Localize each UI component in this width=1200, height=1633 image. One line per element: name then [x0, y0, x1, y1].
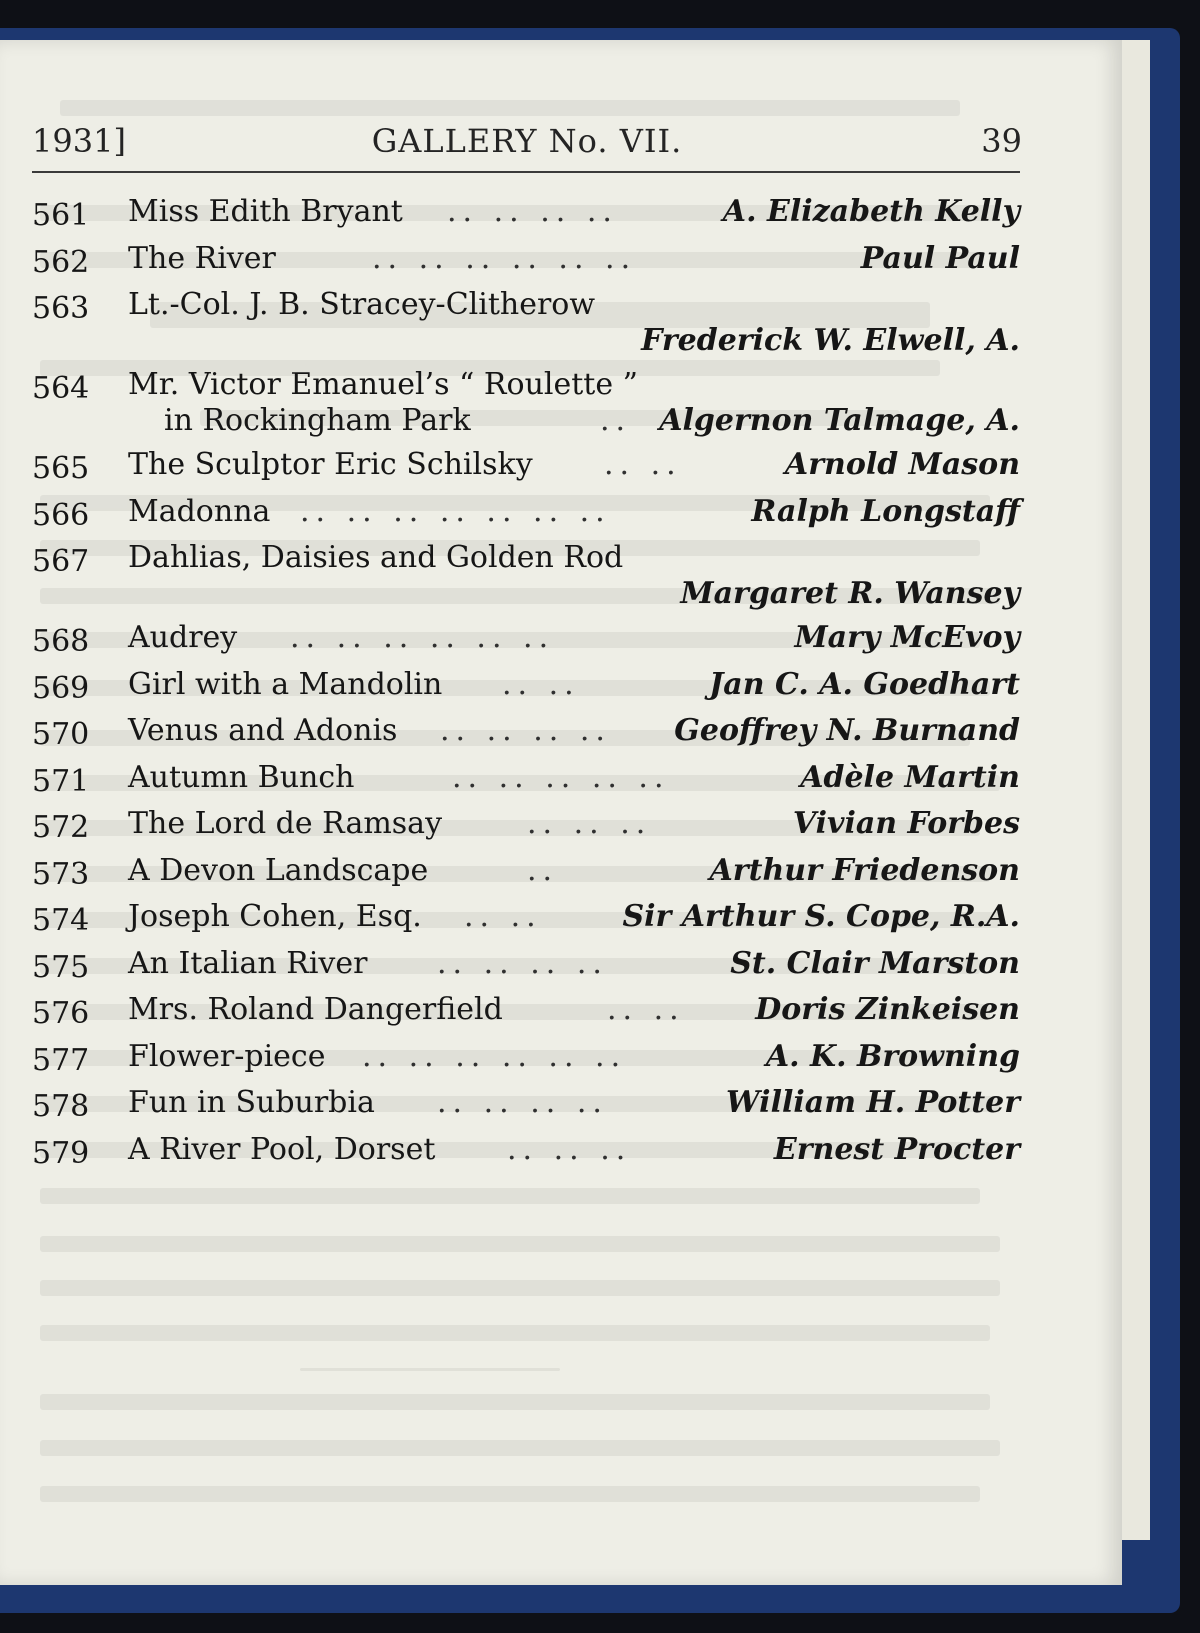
- catalogue-entry: [32, 667, 1020, 714]
- entry-title: Fun in Suburbia: [128, 1085, 375, 1120]
- catalogue-entry: [32, 713, 1020, 760]
- entry-artist: Ralph Longstaff: [751, 493, 1020, 529]
- entry-artist: Frederick W. Elwell, A.: [641, 323, 1020, 358]
- entry-artist: Adèle Martin: [800, 759, 1020, 795]
- catalogue-entry: [32, 241, 1020, 288]
- leader-dots: .. ..: [607, 992, 685, 1027]
- entry-title-line2: in Rockingham Park: [164, 403, 471, 438]
- catalogue-entry: [32, 760, 1020, 807]
- entry-number: 576: [32, 996, 90, 1031]
- entry-number: 579: [32, 1135, 90, 1171]
- entry-title: A River Pool, Dorset: [128, 1131, 436, 1167]
- leader-dots: .. .. .. ..: [440, 713, 611, 748]
- catalogue-entry: [32, 367, 1020, 441]
- catalogue-entry: [32, 1039, 1020, 1086]
- entry-number: 567: [32, 544, 90, 579]
- leader-dots: .. ..: [464, 899, 542, 934]
- catalogue-entry: [32, 287, 1020, 361]
- entry-title: Mrs. Roland Dangerfield: [128, 992, 503, 1027]
- entry-artist: Geoffrey N. Burnand: [674, 713, 1020, 748]
- entry-title: An Italian River: [128, 945, 368, 981]
- entry-number: 566: [32, 497, 90, 533]
- entry-artist: Algernon Talmage, A.: [659, 403, 1020, 438]
- entry-artist: Arnold Mason: [784, 447, 1020, 482]
- catalogue-entry: [32, 1085, 1020, 1132]
- entry-artist: A. K. Browning: [765, 1038, 1020, 1074]
- header-year: 1931]: [32, 122, 126, 160]
- leader-dots: .. ..: [502, 666, 580, 702]
- entry-artist: William H. Potter: [726, 1085, 1020, 1120]
- catalogue-entry: [32, 494, 1020, 541]
- leader-dots: .. ..: [604, 447, 682, 482]
- leader-dots: .. .. .. .. ..: [452, 759, 670, 795]
- entry-artist: Mary McEvoy: [794, 620, 1020, 655]
- entry-title: Madonna: [128, 493, 271, 529]
- entry-title: Joseph Cohen, Esq.: [128, 899, 422, 934]
- leader-dots: .. .. .. ..: [447, 194, 618, 229]
- catalogue-entry: [32, 946, 1020, 993]
- entry-title: The Lord de Ramsay: [128, 806, 443, 841]
- leader-dots: ..: [527, 852, 559, 888]
- entry-number: 564: [32, 371, 90, 406]
- entry-artist: St. Clair Marston: [730, 945, 1020, 981]
- entry-title: The River: [128, 240, 276, 276]
- entry-number: 562: [32, 244, 90, 280]
- entry-number: 571: [32, 763, 90, 799]
- leader-dots: .. .. .. ..: [437, 945, 608, 981]
- entry-title: Venus and Adonis: [128, 713, 398, 748]
- entry-number: 561: [32, 198, 90, 233]
- catalogue-entry: [32, 194, 1020, 241]
- catalogue-list: [32, 194, 1020, 1178]
- catalogue-entry: [32, 853, 1020, 900]
- entry-title: A Devon Landscape: [128, 852, 429, 888]
- entry-artist: A. Elizabeth Kelly: [722, 194, 1020, 229]
- entry-title: Girl with a Mandolin: [128, 666, 443, 702]
- entry-number: 577: [32, 1042, 90, 1078]
- entry-title: Lt.-Col. J. B. Stracey-Clitherow: [128, 287, 596, 322]
- entry-artist: Jan C. A. Goedhart: [709, 666, 1020, 702]
- entry-artist: Vivian Forbes: [792, 806, 1020, 841]
- leader-dots: .. .. ..: [527, 806, 652, 841]
- leader-dots: .. .. .. .. .. ..: [362, 1038, 627, 1074]
- catalogue-entry: [32, 620, 1020, 667]
- entry-number: 572: [32, 810, 90, 845]
- leader-dots: .. .. .. ..: [437, 1085, 608, 1120]
- page-number: 39: [981, 122, 1022, 160]
- catalogue-entry: [32, 806, 1020, 853]
- entry-number: 575: [32, 949, 90, 985]
- catalogue-entry: [32, 447, 1020, 494]
- entry-number: 570: [32, 717, 90, 752]
- entry-number: 569: [32, 670, 90, 706]
- entry-title: Miss Edith Bryant: [128, 194, 403, 229]
- entry-artist: Arthur Friedenson: [709, 852, 1020, 888]
- entry-artist: Paul Paul: [860, 240, 1020, 276]
- entry-title: Audrey: [128, 620, 238, 655]
- leader-dots: .. .. ..: [507, 1131, 632, 1167]
- gallery-title: GALLERY No. VII.: [371, 122, 683, 160]
- entry-number: 574: [32, 903, 90, 938]
- running-header: [32, 122, 1022, 172]
- entry-title: Autumn Bunch: [128, 759, 355, 795]
- entry-title: Flower-piece: [128, 1038, 326, 1074]
- leader-dots: .. .. .. .. .. .. ..: [300, 493, 611, 529]
- entry-number: 578: [32, 1089, 90, 1124]
- entry-number: 573: [32, 856, 90, 892]
- catalogue-entry: [32, 540, 1020, 614]
- catalogue-entry: [32, 1132, 1020, 1179]
- entry-title: Mr. Victor Emanuel’s “ Roulette ”: [128, 367, 638, 402]
- header-rule: [32, 171, 1020, 173]
- leader-dots: ..: [600, 403, 632, 438]
- page-edges: [1120, 40, 1150, 1540]
- entry-number: 565: [32, 451, 90, 486]
- leader-dots: .. .. .. .. .. ..: [290, 620, 555, 655]
- leader-dots: .. .. .. .. .. ..: [372, 240, 637, 276]
- entry-number: 568: [32, 624, 90, 659]
- entry-title: Dahlias, Daisies and Golden Rod: [128, 540, 624, 575]
- entry-artist: Doris Zinkeisen: [755, 992, 1020, 1027]
- entry-number: 563: [32, 291, 90, 326]
- entry-title: The Sculptor Eric Schilsky: [128, 447, 533, 482]
- catalogue-entry: [32, 899, 1020, 946]
- catalogue-entry: [32, 992, 1020, 1039]
- entry-artist: Sir Arthur S. Cope, R.A.: [622, 899, 1020, 934]
- entry-artist: Ernest Procter: [773, 1131, 1020, 1167]
- entry-artist: Margaret R. Wansey: [680, 576, 1020, 611]
